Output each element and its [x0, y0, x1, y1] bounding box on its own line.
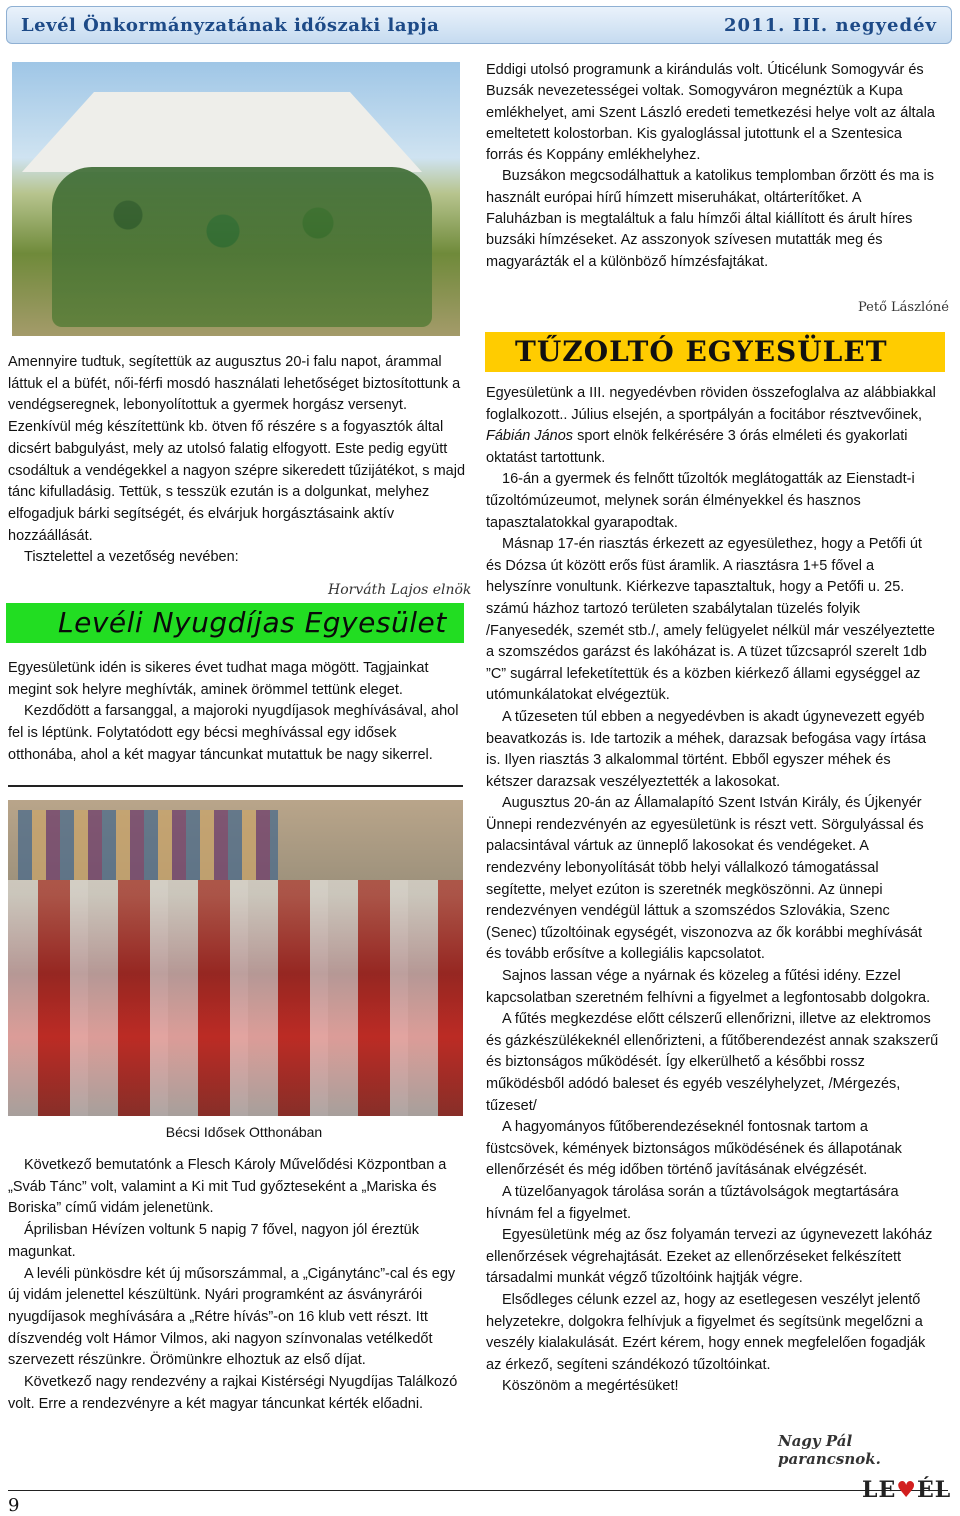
fire-paragraph: Egyesületünk még az ősz folyamán tervezi az úgynevezett lakóház ellenőrzések végrehajtását. Ezeket az ellenőrzéseket felkészített társadalmi munkát végző tűzoltóink hajtják végre.: [486, 1227, 933, 1287]
pension-paragraph: Következő nagy rendezvény a rajkai Kistérségi Nyugdíjas Találkozó volt. Erre a rendezvényre a két magyar táncunkat kérték előadni.: [8, 1374, 458, 1412]
fire-paragraph: Köszönöm a megértésüket!: [502, 1378, 679, 1395]
fire-banner: [485, 332, 945, 372]
festival-article: [8, 352, 468, 569]
pension-article: [8, 658, 466, 767]
tent-shape: [22, 92, 422, 172]
fire-paragraph: Elsődleges célunk ezzel az, hogy az esetlegesen veszélyt jelentő helyzetekre, dolgokra felhívjuk a figyelmet és segítsünk megelőzni a veszély kialakulását. Ezért kérem, hogy ennek megfelelően fogadják az érkező, segíteni szándékozó tűzoltóinkat.: [486, 1291, 926, 1373]
heart-icon: ♥: [896, 1477, 917, 1503]
fire-title: TŰZOLTÓ EGYESÜLET: [515, 335, 888, 368]
group-photo-tent: [12, 62, 460, 336]
fire-paragraph: A hagyományos fűtőberendezéseknél fontosnak tartom a füstcsövek, kémények biztonságos működésének és állapotának ellenőrzését és még időben történő javításának elvégzését.: [486, 1119, 902, 1179]
issue-label: 2011. III. negyedév: [724, 15, 937, 36]
fire-intro: Egyesületünk a III. negyedévben röviden összefoglalva az alábbiakkal foglalkozott.. Július elsején, a sportpályán a focitábor résztvevőinek, Fábián János sport elnök felkérésére 3 órás elméleti és gyakorlati oktatást tartottunk.: [486, 385, 936, 466]
fire-paragraph: 16-án a gyermek és felnőtt tűzoltók meglátogatták az Eienstadt-i tűzoltómúzeumot, melynek során élményekkel és hasznos tapasztalatokkal gyarapodtak.: [486, 471, 915, 531]
fire-paragraph: Másnap 17-én riasztás érkezett az egyesülethez, hogy a Petőfi út és Dózsa út között erős füst áramlik. A riasztásra 1+5 fővel a helyszínre vonultunk. Kiérkezve tapasztaltuk, hogy a Petőfi u. 25. számú házhoz tartozó területen szabálytalan tüzelés folyik /Fanyesedék, szemét stb./, amely felügyelet nélkül már veszélyeztette a szomszédos garázst és lakóházat is. A tüzet tűzcsapról szerelt 1db ”C” sugárral lefeketítettük és a közben kiérkező állami egységgel az utómunkálatokat elvégeztük.: [486, 536, 935, 704]
pension-banner: [6, 603, 464, 643]
fire-paragraph: Sajnos lassan vége a nyárnak és közeleg a fűtési idény. Ezzel kapcsolatban szeretném felhívni a figyelmet a legfontosabb dolgokra.: [486, 968, 931, 1006]
pension-title: Levéli Nyugdíjas Egyesület: [58, 606, 447, 639]
pension-paragraph: Kezdődött a farsanggal, a majoroki nyugdíjasok meghívásával, ahol fel is léptünk. Folytatódott egy bécsi meghívással egy idősek otthonába, ahol a két magyar táncunkat mutattuk be nagy sikerrel.: [8, 703, 459, 763]
divider: [8, 785, 463, 787]
footer-rule: [8, 1490, 948, 1491]
pension-paragraph: A levéli pünkösdre két új műsorszámmal, a „Cigánytánc”-cal és egy új vidám jelenettel készültünk. Nyári programként az ásványrárói nyugdíjasok meghívására a „Rétre hívás”-on 16 klub vett részt. Itt díszvendég volt Hámor Vilmos, aki nagyon színvonalas vetélkedőt szervezett részünkre. Örömünkre elhoztuk az első díjat.: [8, 1265, 456, 1369]
fire-paragraph: A tüzelőanyagok tárolása során a tűztávolságok megtartására hívnám fel a figyelmet.: [486, 1183, 899, 1222]
fire-article: [486, 383, 940, 1398]
person-name: Fábián János: [486, 428, 574, 445]
festival-signature: Horváth Lajos elnök: [328, 582, 472, 598]
fire-signature: Nagy Pál parancsnok.: [778, 1432, 881, 1468]
festival-closing: Tisztelettel a vezetőség nevében:: [24, 549, 239, 566]
pension-paragraph: Egyesületünk idén is sikeres évet tudhat maga mögött. Tagjainkat megint sok helyre meghívták, aminek örömmel tettünk eleget.: [8, 660, 429, 698]
festival-paragraph: Amennyire tudtuk, segítettük az augusztus 20-i falu napot, árammal láttuk el a büfét, női-férfi mosdó használati lehetőséget biztosítottunk a vendégseregnek, lebonyolítottuk a gyermek horgász versenyt. Ezenkívül még készítettünk kb. ötven fő részére s a fogyasztók által dicsért babgulyást, mely az utolsó falatig elfogyott. Este pedig együtt csodáltuk a vendégekkel a nagyon szépre sikeredett tűzijátékot, s majd tánc kifulladásig. Tettük, s tesszük ezután is a dolgunkat, melyhez elfogadjuk bárki segítségét, és elvárjuk horgásztásaink aktív hozzáállását.: [8, 354, 466, 544]
fire-paragraph: A fűtés megkezdése előtt célszerű ellenőrizni, illetve az elektromos és gázkészülékeknél ellenőrizteni, a fűtőberendezést annak szakszerű és biztonságos működését. Így elkerülhető a későbbi rossz működésből adódó baleset és egyéb veszélyhelyzet, /Mérgezés, tűzeset/: [486, 1011, 939, 1114]
pension-paragraph: Áprilisban Hévízen voltunk 5 napig 7 fővel, nagyon jól éreztük magunkat.: [8, 1222, 419, 1260]
quilt-shape: [18, 810, 278, 880]
pension-article-continued: [8, 1155, 466, 1415]
trip-paragraph: Eddigi utolsó programunk a kirándulás volt. Úticélunk Somogyvár és Buzsák nevezetességei voltak. Somogyváron megnéztük a Kupa emlékhelyet, ami Szent László eredeti temetkezési helye volt az általa emeltetett kolostorban. Kis gyaloglással jutottunk el a Szentesica forrás és Koppány emlékhelyhez.: [486, 62, 935, 164]
pension-paragraph: Következő bemutatónk a Flesch Károly Művelődési Központban a „Sváb Tánc” volt, valamint a Ki mit Tud győzteseként a „Mariska és Boriska” című vidám jelenetünk.: [8, 1157, 447, 1217]
page-header: [6, 6, 952, 44]
trip-paragraph: Buzsákon megcsodálhattuk a katolikus templomban őrzött és ma is használt európai hírű hímzett miseruhákat, oltárterítőket. A Faluházban is megtaláltuk a falu hímzői által kiállított és árult híres buzsáki hímzéseket. Az asszonyok szívesen mutatták meg és magyarázták el a különböző hímzésfajtákat.: [486, 168, 934, 270]
levél-logo: LE♥ÉL: [862, 1477, 952, 1503]
trip-article: [486, 60, 938, 273]
fire-paragraph: Augusztus 20-án az Államalapító Szent István Király, és Újkenyér Ünnepi rendezvényén az egyesületünk is részt vett. Sörgulyással és palacsintával vártuk az ünneplő lakosokat és vendégeket. A rendezvény lebonyolítását több helyi vállalkozó támogatással segítette, melyet ezúton is szeretnék megköszönni. Az ünnepi rendezvényen vendégül láttuk a szomszédos Szlovákia, Szenc (Senec) tűzoltóinak egységét, viszonozva az ők korábbi meghívását és tovább erősítve a kollegiális kapcsolatot.: [486, 795, 924, 963]
trip-signature: Pető Lászlóné: [858, 300, 949, 315]
dancers-shape: [8, 880, 463, 1116]
crowd-shape: [52, 167, 432, 327]
fire-paragraph: A tűzeseten túl ebben a negyedévben is akadt úgynevezett egyéb beavatkozás is. Ide tartozik a méhek, darazsak befogása vagy írtása is. Ilyen riasztás 3 alkalommal történt. Ebből egyszer méhek és kétszer darazsak veszélyeztették a lakosokat.: [486, 708, 927, 790]
publication-title: Levél Önkormányzatának időszaki lapja: [21, 15, 440, 36]
dancers-photo: [8, 800, 463, 1116]
page-number: 9: [8, 1495, 20, 1516]
photo-caption: Bécsi Idősek Otthonában: [165, 1124, 323, 1140]
